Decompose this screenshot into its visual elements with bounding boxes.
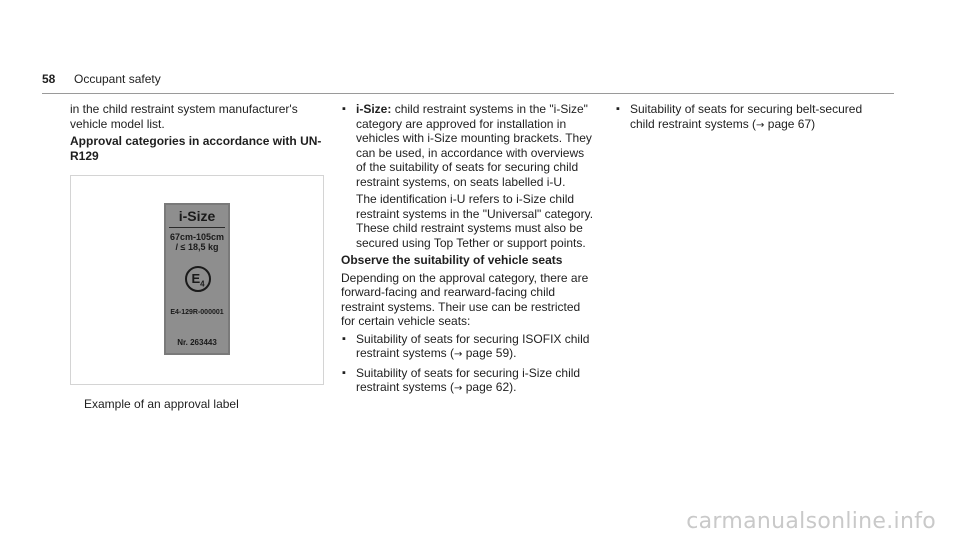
section-title: Occupant safety	[74, 72, 161, 86]
page-reference-link[interactable]: page 59	[465, 346, 510, 360]
column-right	[615, 102, 865, 136]
page-reference-link[interactable]: page 62	[465, 380, 510, 394]
label-divider	[169, 227, 225, 228]
bullet-icon: ▪	[342, 103, 346, 115]
page-reference-link[interactable]: page 67	[767, 116, 812, 131]
suitability-heading: Observe the suitability of vehicle seats	[341, 253, 563, 267]
approval-label-figure	[70, 175, 324, 385]
bullet-icon: ▪	[616, 103, 620, 115]
isize-term: i-Size:	[356, 102, 392, 116]
approval-categories-heading: Approval categories in accordance with UN-R129	[70, 134, 322, 163]
arrow-right-icon: →	[454, 383, 463, 394]
isize-text: child restraint systems in the "i-Size" category are approved for installation in vehicles with i-Size mounting brackets. They can be used, in accordance with overviews of the suitability of seats for securing child restraint systems, on seats labelled i-U.	[356, 102, 592, 189]
label-size-range: 67cm-105cm	[169, 232, 225, 242]
list-item: ▪ Suitability of seats for securing ISOFIX child restraint systems (→ page 59).	[342, 331, 590, 360]
list-item: ▪ Suitability of seats for securing belt-secured child restraint systems (→ page 67)	[616, 102, 863, 131]
approval-label-image	[164, 203, 230, 355]
page-number: 58	[42, 72, 56, 86]
iu-text: The identification i-U refers to i-Size child restraint systems in the "Universal" category. These child restraint systems must also be secured using Top Tether or support points.	[356, 192, 594, 250]
arrow-right-icon: →	[454, 349, 463, 360]
figure-caption: Example of an approval label	[84, 397, 239, 411]
column-middle	[341, 102, 596, 400]
list-item-isize	[341, 102, 596, 250]
suitability-list	[341, 332, 596, 397]
label-number: Nr. 263443	[177, 338, 217, 347]
label-title: i-Size	[178, 208, 216, 224]
label-weight: / ≤ 18,5 kg	[175, 242, 219, 252]
column-left	[70, 102, 325, 415]
suitability-intro: Depending on the approval category, there are forward-facing and rearward-facing child restraint systems. Their use can be restricted for certain vehicle seats:	[341, 270, 589, 328]
arrow-right-icon: →	[756, 119, 765, 131]
continuation-text: in the child restraint system manufacturer's vehicle model list.	[70, 102, 298, 131]
page-header	[42, 72, 894, 94]
watermark: carmanualsonline.info	[686, 508, 936, 533]
e-mark-icon: $E_4$	[185, 266, 211, 292]
label-approval-code: E4-129R-000001	[170, 309, 224, 316]
bullet-icon: ▪	[342, 366, 346, 379]
bullet-icon: ▪	[342, 332, 346, 345]
list-item: ▪ Suitability of seats for securing i-Size child restraint systems (→ page 62).	[342, 365, 581, 394]
suitability-list-continued	[615, 102, 865, 133]
isize-list	[341, 102, 596, 250]
